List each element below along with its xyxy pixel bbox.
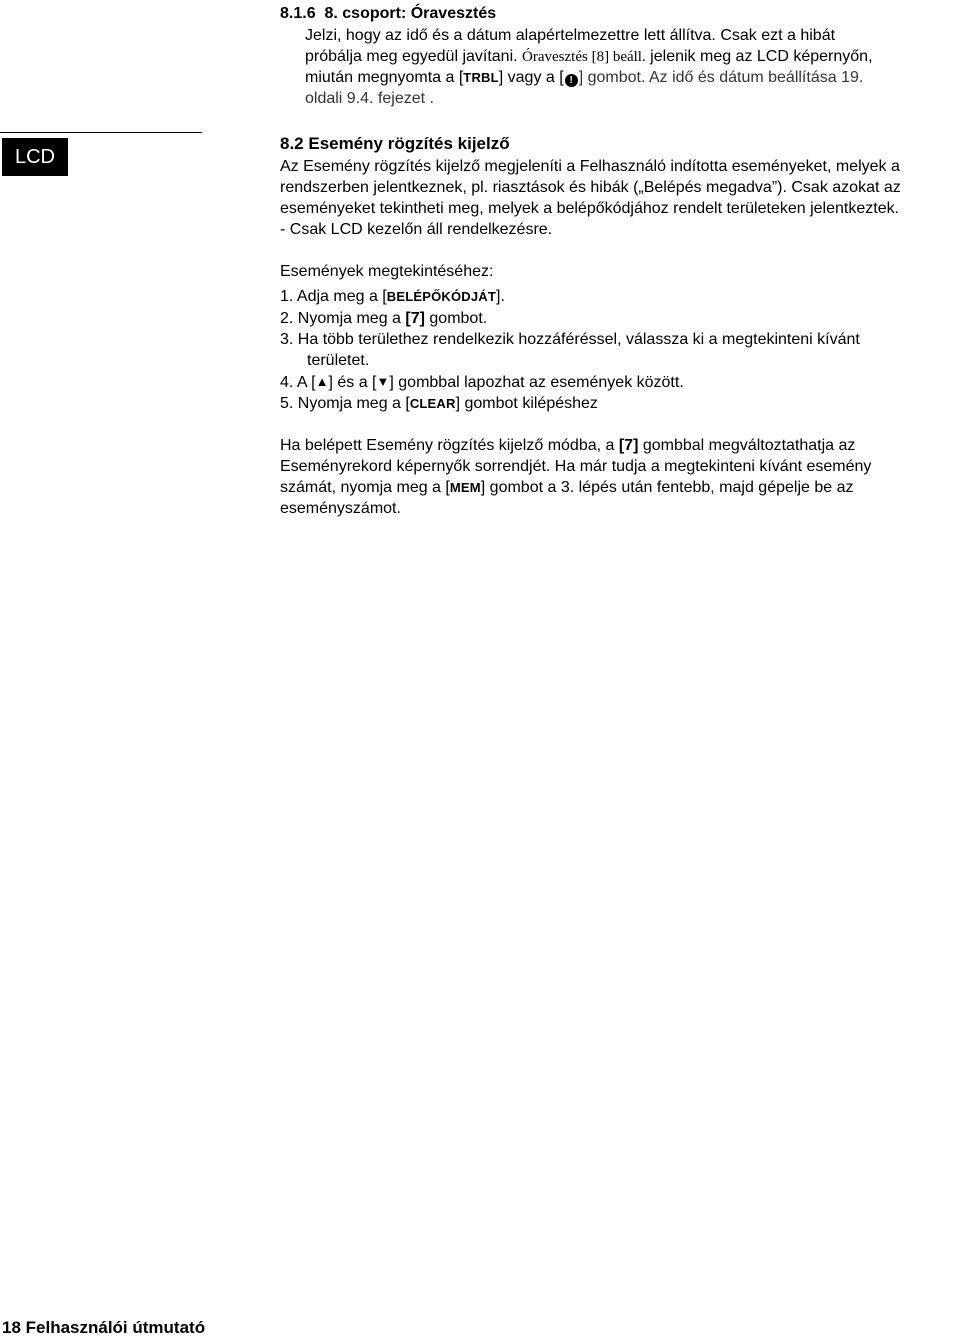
page-footer: 18 Felhasználói útmutató (2, 1318, 206, 1337)
steps-intro: Események megtekintéséhez: (280, 263, 494, 280)
step-3: 3. Ha több területhez rendelkezik hozzáféréssel, válassza ki a megtekinteni kívánt (280, 331, 860, 348)
paragraph-line: próbálja meg egyedül javítani. Óravesztés [8] beáll. jelenik meg az LCD képernyőn, (305, 48, 873, 65)
step-2: 2. Nyomja meg a [7] gombot. (280, 310, 488, 327)
section-title: 8. csoport: Óravesztés (324, 5, 497, 22)
paragraph-line: eseményeket tekintheti meg, melyek a belépőkódjához rendelt területeken jelentkeztek. (280, 200, 900, 217)
arrow-down-icon: ▼ (376, 374, 390, 389)
step-1: 1. Adja meg a [BELÉPŐKÓDJÁT]. (280, 288, 505, 305)
margin-divider (0, 132, 202, 133)
step-4: 4. A [▲] és a [▼] gombbal lapozhat az események között. (280, 374, 684, 391)
paragraph-line: Az Esemény rögzítés kijelző megjeleníti a Felhasználó indította eseményeket, melyek a (280, 158, 900, 175)
key-7-label: [7] (618, 437, 639, 454)
paragraph-line: oldali 9.4. fejezet . (305, 90, 434, 107)
step-5: 5. Nyomja meg a [CLEAR] gombot kilépéshez (280, 395, 598, 412)
section-number: 8.1.6 (280, 5, 316, 22)
mem-key-label: MEM (449, 480, 481, 495)
paragraph-line: Eseményrekord képernyők sorrendjét. Ha már tudja a megtekinteni kívánt esemény (280, 458, 872, 475)
lcd-message-text: Óravesztés [8] beáll. (522, 49, 646, 65)
paragraph-line: eseményszámot. (280, 500, 401, 517)
access-code-key-label: BELÉPŐKÓDJÁT (386, 289, 497, 304)
arrow-up-icon: ▲ (315, 374, 329, 389)
paragraph-line: számát, nyomja meg a [MEM] gombot a 3. lépés után fentebb, majd gépelje be az (280, 479, 854, 496)
paragraph-line: rendszerben jelentkeznek, pl. riasztások és hibák („Belépés megadva”). Csak azokat az (280, 179, 901, 196)
section-8-1-6-heading (280, 4, 496, 24)
clear-key-label: CLEAR (409, 396, 456, 411)
paragraph-line: miután megnyomta a [TRBL] vagy a [ ! ] gombot. Az idő és dátum beállítása 19. (305, 69, 864, 86)
step-3-continuation: területet. (307, 352, 370, 369)
section-8-2-heading: 8.2 Esemény rögzítés kijelző (280, 134, 510, 153)
paragraph-line: - Csak LCD kezelőn áll rendelkezésre. (280, 221, 553, 238)
lcd-margin-tag: LCD (2, 138, 68, 176)
trbl-key-label: TRBL (463, 70, 499, 85)
key-7-label: [7] (405, 310, 425, 327)
trouble-warning-icon: ! (565, 74, 578, 87)
paragraph-line: Ha belépett Esemény rögzítés kijelző módba, a [7] gombbal megváltoztathatja az (280, 437, 856, 454)
paragraph-line: Jelzi, hogy az idő és a dátum alapértelmezettre lett állítva. Csak ezt a hibát (305, 27, 836, 44)
